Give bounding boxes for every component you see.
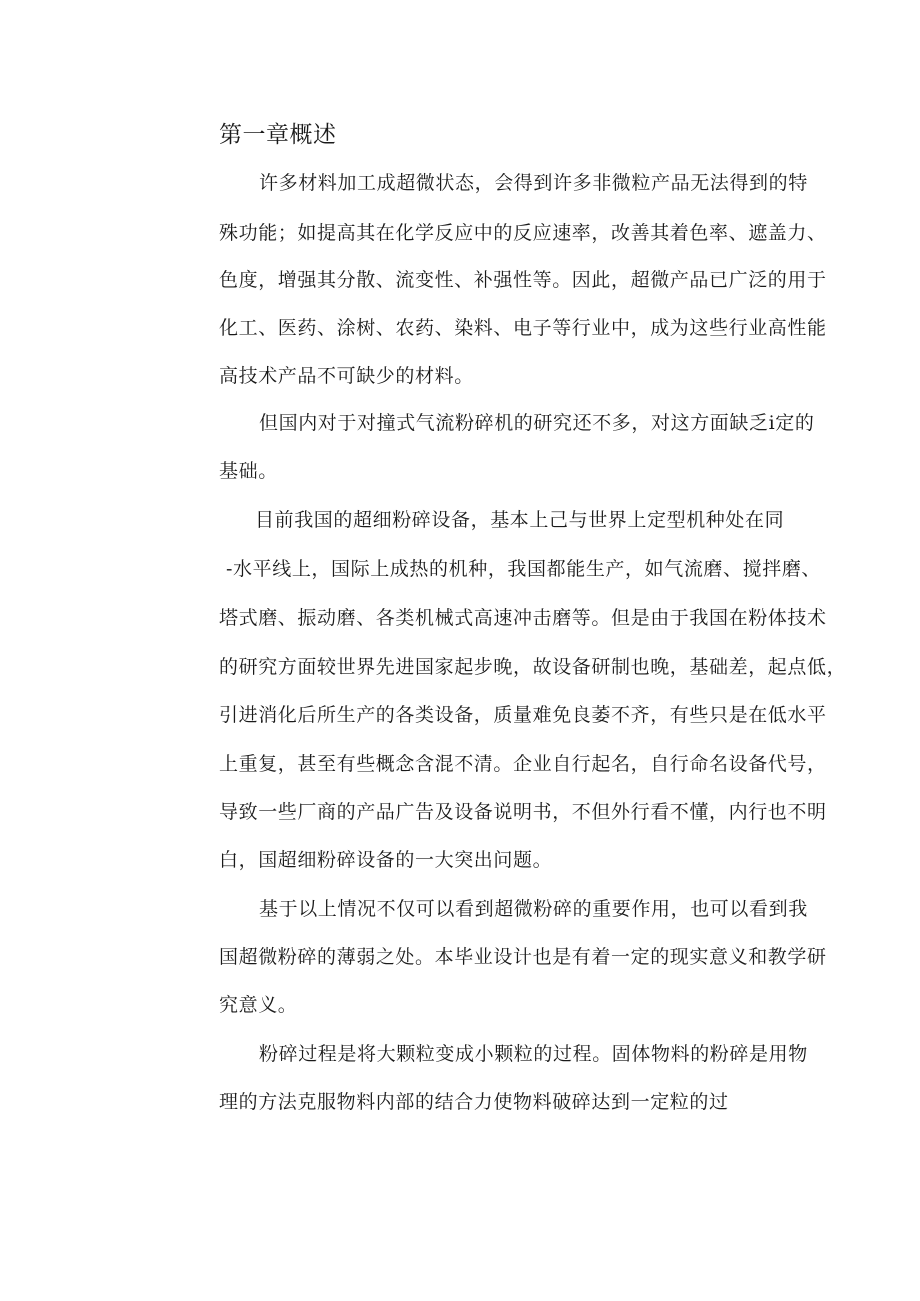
paragraph-line: 基础。 (219, 460, 278, 482)
paragraph-line: 塔式磨、振动磨、各类机械式高速冲击磨等。但是由于我国在粉体技术 (219, 607, 827, 629)
paragraph-line: 导致一些厂商的产品广告及设备说明书，不但外行看不懂，内行也不明 (219, 801, 827, 823)
paragraph-line: 国超微粉碎的薄弱之处。本毕业设计也是有着一定的现实意义和教学研 (219, 946, 827, 968)
paragraph-line: 但国内对于对撞式气流粉碎机的研究还不多，对这方面缺乏i定的 (259, 412, 815, 434)
paragraph-line: 引进消化后所生产的各类设备，质量难免良萎不齐，有些只是在低水平 (219, 704, 827, 726)
paragraph-line: 殊功能；如提高其在化学反应中的反应速率，改善其着色率、遮盖力、 (219, 222, 827, 244)
paragraph-line: 高技术产品不可缺少的材料。 (219, 365, 474, 387)
paragraph-line: 化工、医药、涂树、农药、染料、电子等行业中，成为这些行业高性能 (219, 317, 827, 339)
paragraph-line: 的研究方面较世界先进国家起步晚，故设备研制也晚，基础差，起点低， (219, 656, 847, 678)
chapter-heading: 第一章概述 (219, 122, 337, 148)
paragraph-line: 理的方法克服物料内部的结合力使物料破碎达到一定粒的过 (219, 1091, 729, 1113)
paragraph-line: 目前我国的超细粉碎设备，基本上己与世界上定型机种处在同 (255, 509, 785, 531)
paragraph-line: -水平线上，国际上成热的机种，我国都能生产，如气流磨、搅拌磨、 (226, 558, 822, 580)
paragraph-line: 许多材料加工成超微状态，会得到许多非微粒产品无法得到的特 (259, 172, 808, 194)
paragraph-line: 上重复，甚至有些概念含混不清。企业自行起名，自行命名设备代号， (219, 753, 827, 775)
paragraph-line: 白，国超细粉碎设备的一大突出问题。 (219, 849, 553, 871)
paragraph-line: 色度，增强其分散、流变性、补强性等。因此，超微产品已广泛的用于 (219, 269, 827, 291)
paragraph-line: 基于以上情况不仅可以看到超微粉碎的重要作用，也可以看到我 (259, 898, 808, 920)
paragraph-line: 粉碎过程是将大颗粒变成小颗粒的过程。固体物料的粉碎是用物 (259, 1043, 808, 1065)
paragraph-line: 究意义。 (219, 994, 298, 1016)
